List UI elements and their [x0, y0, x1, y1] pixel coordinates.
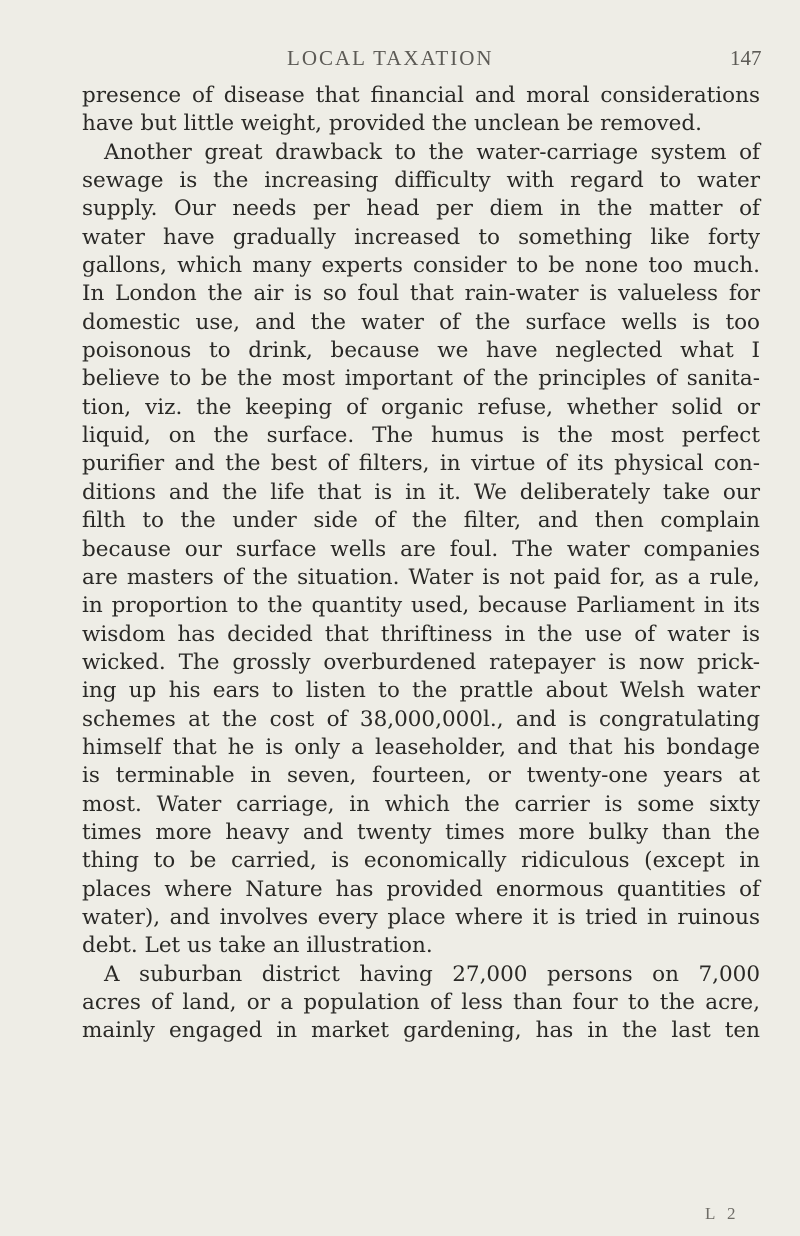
signature-mark: L 2 — [705, 1204, 740, 1223]
text-line: water), and involves every place where it is tried in ruinous — [82, 904, 760, 930]
text-line: acres of land, or a population of less than four to the acre, — [82, 990, 760, 1015]
text-line: liquid, on the surface. The humus is the most perfect — [82, 423, 760, 449]
text-line: filth to the under side of the filter, and then complain — [82, 508, 760, 534]
text-line: domestic use, and the water of the surface wells is too — [82, 309, 760, 335]
text-line: In London the air is so foul that rain-water is valueless for — [82, 281, 760, 307]
text-line: Another great drawback to the water-carriage system of — [104, 139, 760, 165]
text-line: presence of disease that financial and moral considerations — [82, 83, 760, 108]
text-line: mainly engaged in market gardening, has in the last ten — [82, 1018, 760, 1044]
text-line: most. Water carriage, in which the carrier is some sixty — [82, 791, 760, 817]
text-line: because our surface wells are foul. The water companies — [82, 536, 760, 562]
text-line: schemes at the cost of 38,000,000l., and is congratulating — [82, 706, 760, 732]
text-line: supply. Our needs per head per diem in the matter of — [82, 196, 760, 222]
body-text — [82, 82, 760, 1046]
text-line: believe to be the most important of the principles of sanita- — [82, 366, 760, 392]
text-line: places where Nature has provided enormous quantities of — [82, 876, 760, 902]
text-line: sewage is the increasing difficulty with regard to water — [82, 168, 760, 194]
text-line: water have gradually increased to something like forty — [82, 224, 760, 250]
text-line: debt. Let us take an illustration. — [82, 933, 433, 959]
text-line: tion, viz. the keeping of organic refuse, whether solid or — [82, 394, 760, 420]
text-line: A suburban district having 27,000 persons on 7,000 — [104, 961, 760, 987]
running-title: LOCAL TAXATION — [287, 46, 494, 70]
text-line: himself that he is only a leaseholder, and that his bondage — [82, 734, 760, 760]
page-number: 147 — [730, 46, 762, 70]
text-line: have but little weight, provided the unclean be removed. — [82, 111, 702, 137]
page-header — [0, 46, 800, 70]
text-line: poisonous to drink, because we have neglected what I — [82, 338, 760, 364]
text-line: wisdom has decided that thriftiness in the use of water is — [82, 621, 760, 647]
text-line: wicked. The grossly overburdened ratepayer is now prick- — [82, 649, 760, 675]
text-line: is terminable in seven, fourteen, or twenty-one years at — [82, 763, 760, 789]
text-line: times more heavy and twenty times more bulky than the — [82, 819, 760, 845]
text-line: ing up his ears to listen to the prattle about Welsh water — [82, 678, 760, 704]
text-line: ditions and the life that is in it. We deliberately take our — [82, 479, 760, 505]
text-line: purifier and the best of filters, in virtue of its physical con- — [82, 451, 760, 477]
text-line: in proportion to the quantity used, because Parliament in its — [82, 593, 760, 619]
text-line: gallons, which many experts consider to be none too much. — [82, 253, 760, 279]
text-line: are masters of the situation. Water is not paid for, as a rule, — [82, 564, 760, 590]
text-line: thing to be carried, is economically ridiculous (except in — [82, 848, 760, 874]
